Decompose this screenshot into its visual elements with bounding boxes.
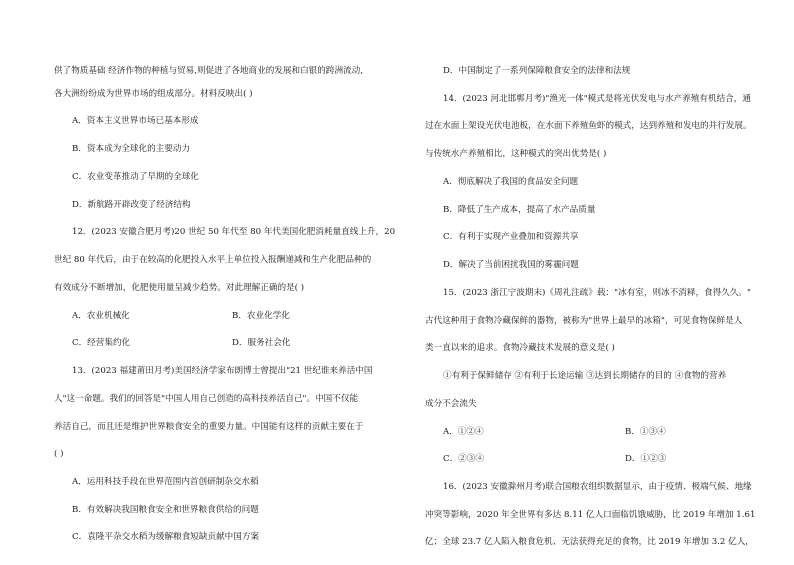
left-column (54, 66, 394, 560)
q16-stem-line-1: 16．(2023 安徽滁州月考)联合国粮农组织数据显示，由于疫情、极端气候、地缘 (443, 482, 752, 493)
q12-option-d[interactable]: D．服务社会化 (232, 338, 291, 349)
q12-stem-line-1: 12．(2023 安徽合肥月考)20 世纪 50 年代至 80 年代美国化肥消耗量直线上升，20 (72, 227, 396, 238)
q15-option-row-1 (425, 427, 767, 438)
q13-stem-line-3: 养活自己，而且还是维护世界粮食安全的重要力量。中国能有这样的贡献主要在于 (54, 421, 364, 432)
q11-option-d[interactable]: D．新航路开辟改变了经济结构 (72, 199, 191, 210)
question-11-options (54, 116, 394, 210)
question-12 (54, 227, 394, 349)
q11-line-2: 各大洲纷纷成为世界市场的组成部分。材料反映出( ) (54, 88, 253, 99)
q14-stem-line-2: 过在水面上架设光伏电池板，在水面下养殖鱼虾的模式，达到养殖和发电的并行发展。 (425, 121, 752, 132)
q14-stem-line-1: 14．(2023 河北邯郸月考)"渔光一体"模式是将光伏发电与水产养殖有机结合，通 (443, 93, 751, 104)
q13-stem-line-2: 人"这一命题。我们的回答是"中国人用自己创造的高科技养活自己"。中国不仅能 (54, 393, 359, 404)
q15-items-line-1: ①有利于保鲜储存 ②有利于长途运输 ③达到长期储存的目的 ④食物的营养 (443, 371, 727, 382)
q14-stem-line-3: 与传统水产养殖相比，这种模式的突出优势是( ) (425, 149, 607, 160)
q15-items-line-2: 成分不会流失 (425, 398, 477, 409)
q12-stem-line-3: 有效成分不断增加，化肥使用量呈减少趋势。对此理解正确的是( ) (54, 282, 305, 293)
q15-stem-line-1: 15．(2023 浙江宁波期末)《周礼注疏》载："冰有室，则冰不消释，食得久久。" (443, 287, 751, 298)
q16-stem-line-2: 冲突等影响，2020 年全世界有多达 8.11 亿人口面临饥饿威胁，比 2019 年增加 1.61 (425, 509, 756, 520)
question-16 (425, 482, 767, 548)
q14-option-b[interactable]: B．降低了生产成本，提高了水产品质量 (443, 204, 596, 215)
q12-option-c[interactable]: C．经营集约化 (72, 338, 131, 349)
question-15 (425, 288, 767, 465)
q11-option-c[interactable]: C．农业变革推动了早期的全球化 (72, 171, 199, 182)
q12-option-row-2 (54, 338, 394, 349)
q11-option-b[interactable]: B．资本成为全球化的主要动力 (72, 144, 191, 155)
q14-option-d[interactable]: D．解决了当前困扰我国的雾霾问题 (443, 260, 579, 271)
question-11-continuation (54, 66, 394, 99)
q13-option-c[interactable]: C．袁隆平杂交水稻为缓解粮食短缺贡献中国方案 (72, 532, 260, 543)
q15-option-row-2 (425, 454, 767, 465)
question-13 (54, 366, 394, 543)
q12-stem-line-2: 世纪 80 年代后，由于在较高的化肥投入水平上单位投入报酬递减和生产化肥品种的 (54, 255, 372, 266)
q15-stem-line-2: 古代这种用于食物冷藏保鲜的器物，被称为"世界上最早的冰箱"，可见食物保鲜是人 (425, 315, 743, 326)
q12-option-b[interactable]: B．农业化学化 (232, 310, 290, 321)
q12-option-a[interactable]: A．农业机械化 (72, 310, 130, 321)
q15-option-d[interactable]: D．①②③ (625, 454, 667, 465)
q15-option-b[interactable]: B．①③④ (625, 426, 666, 437)
q15-option-c[interactable]: C．②③④ (443, 454, 484, 465)
q12-option-row-1 (54, 311, 394, 322)
q11-line-1: 供了物质基础 经济作物的种植与贸易,则促进了各地商业的发展和白银的跨洲流动, (54, 66, 363, 76)
q13-option-b[interactable]: B．有效解决我国粮食安全和世界粮食供给的问题 (72, 504, 259, 515)
q15-option-a[interactable]: A．①②④ (443, 426, 484, 437)
q11-option-a[interactable]: A．资本主义世界市场已基本形成 (72, 116, 199, 127)
question-14 (425, 94, 767, 271)
q16-stem-line-3: 亿；全球 23.7 亿人陷入粮食危机、无法获得充足的食物，比 2019 年增加 3.2 亿人， (425, 537, 754, 548)
q13-option-a[interactable]: A．运用科技手段在世界范围内首创研制杂交水稻 (72, 477, 259, 488)
q14-option-c[interactable]: C．有利于实现产业叠加和资源共享 (443, 232, 579, 243)
right-column (425, 66, 767, 565)
q13-option-d[interactable]: D．中国制定了一系列保障粮食安全的法律和法规 (443, 66, 631, 76)
q15-stem-line-3: 类一直以来的追求。食物冷藏技术发展的意义是( ) (425, 343, 615, 354)
q13-stem-line-1: 13．(2023 福建莆田月考)美国经济学家布朗博士曾提出"21 世纪谁来养活中国 (72, 366, 373, 377)
q14-option-a[interactable]: A．彻底解决了我国的食品安全问题 (443, 176, 579, 187)
q13-stem-line-4: ( ) (54, 449, 64, 460)
